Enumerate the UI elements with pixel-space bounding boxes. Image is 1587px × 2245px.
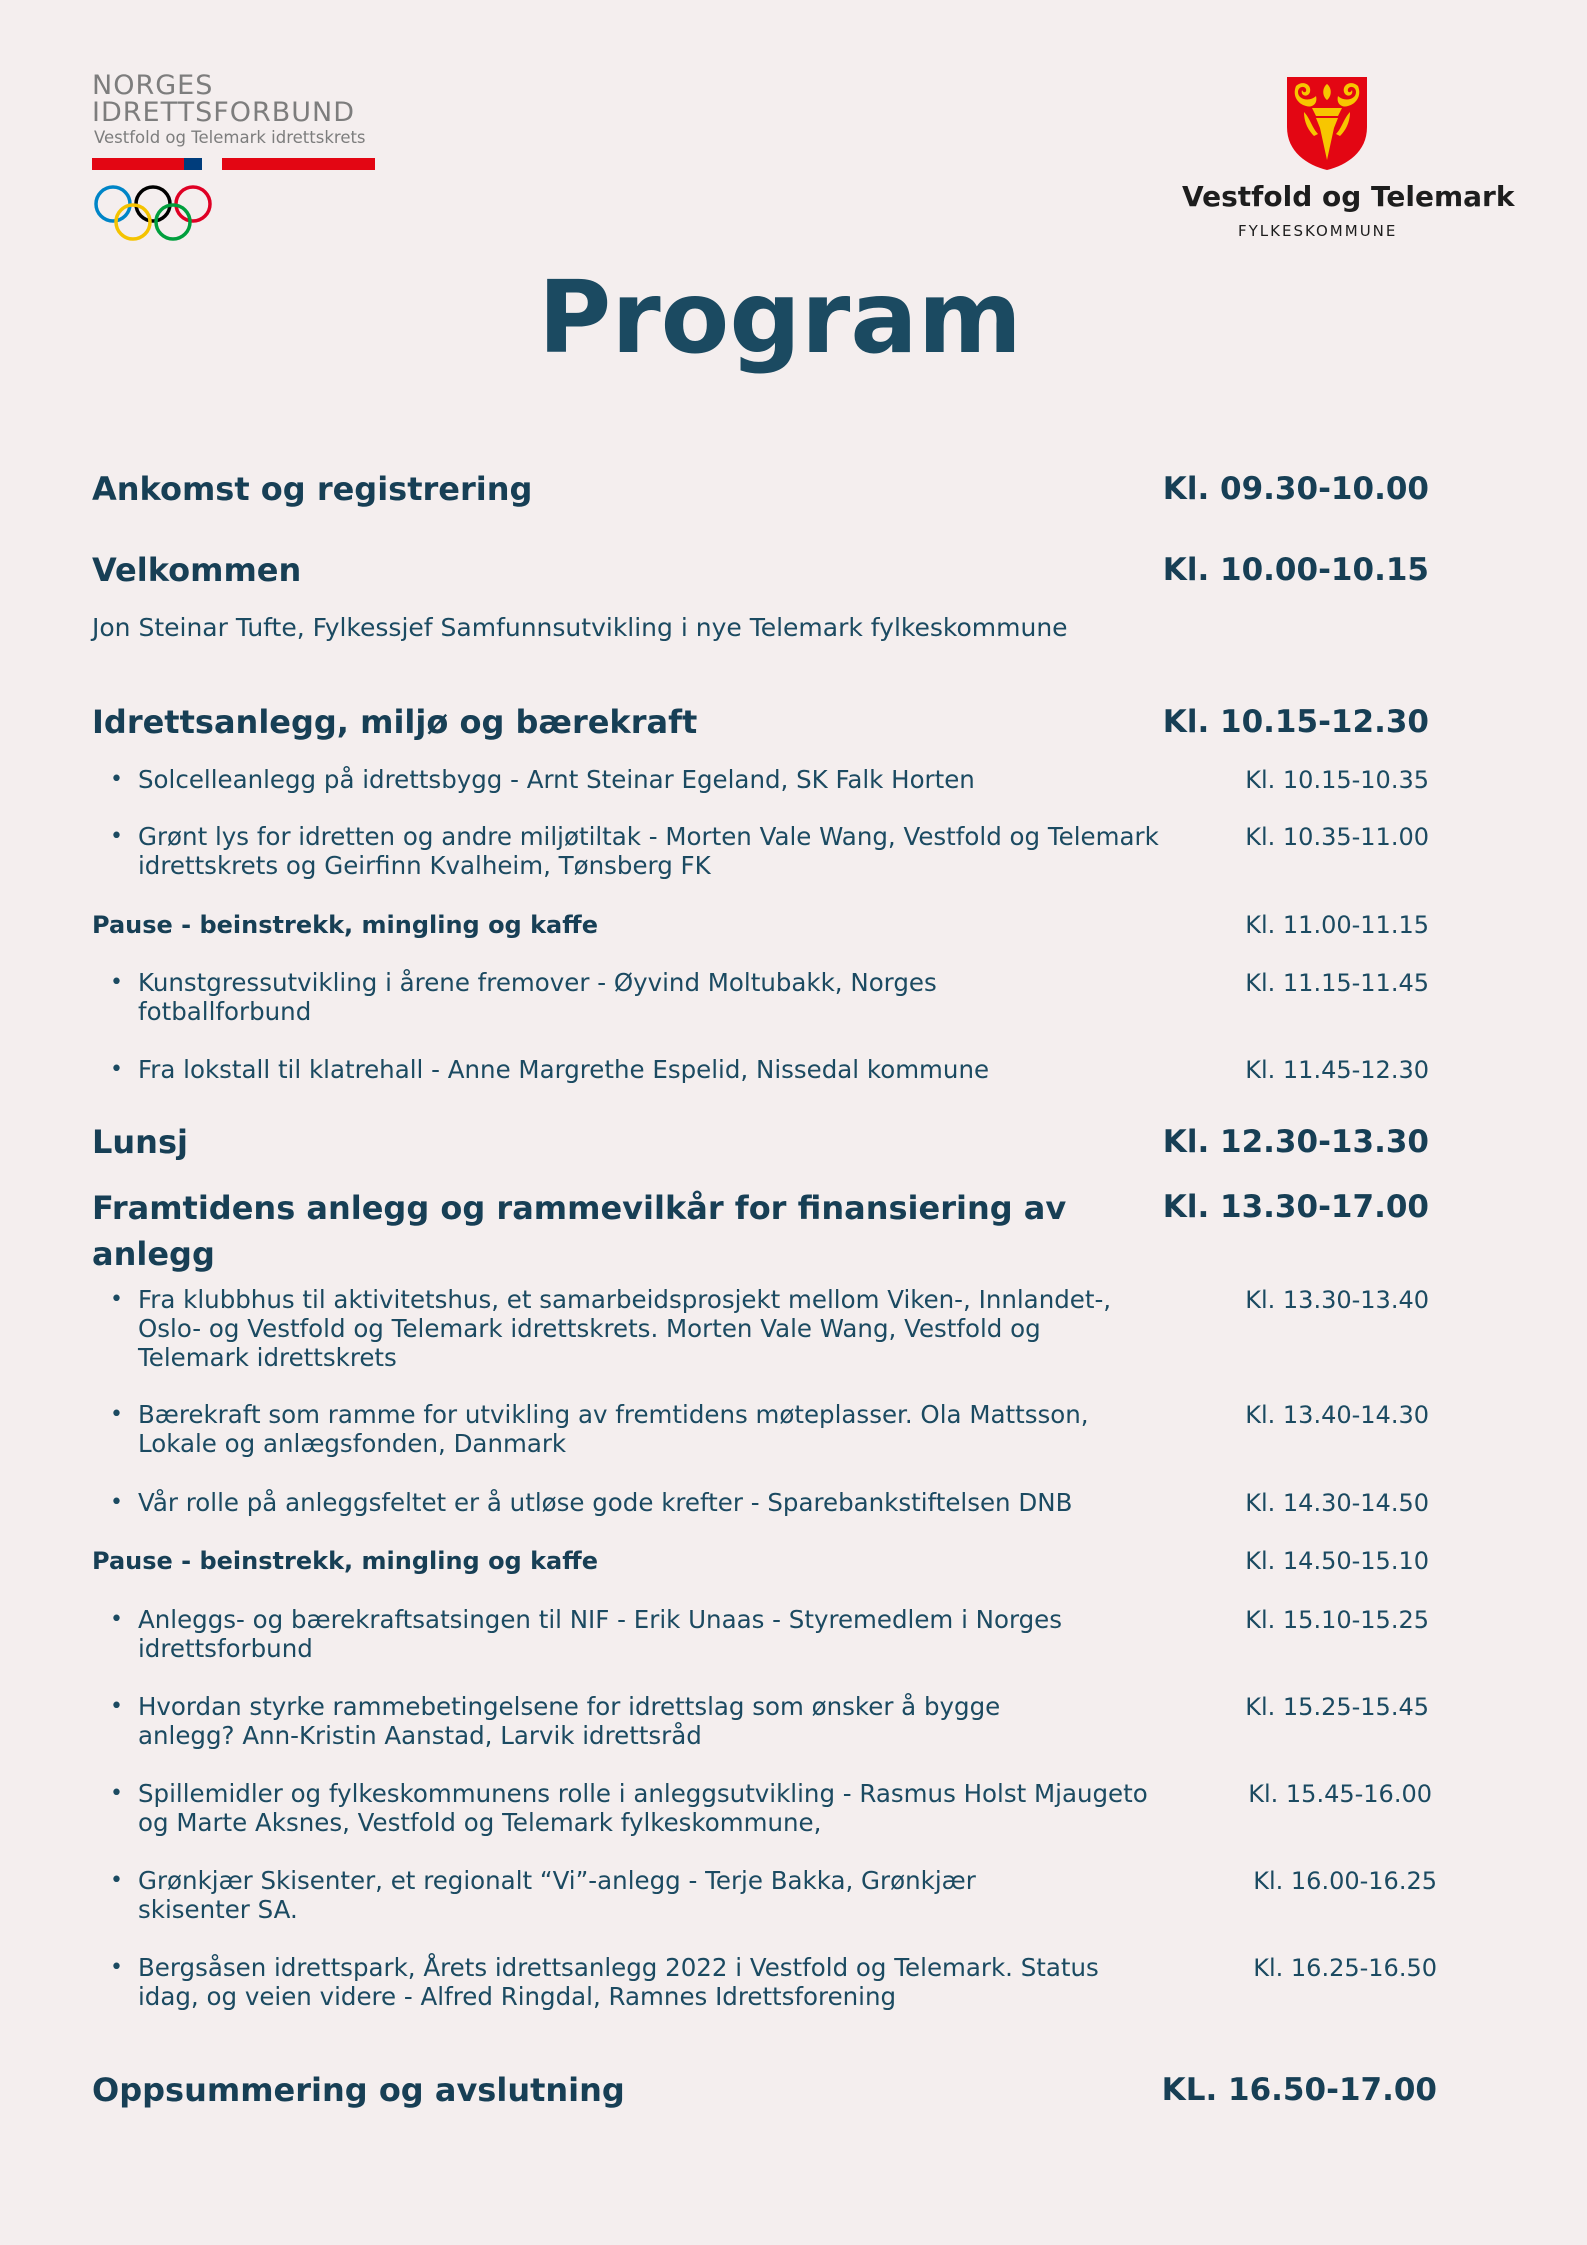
- list-item-time: Kl. 13.30-13.40: [1245, 1286, 1429, 1314]
- nif-flag-blue: [184, 158, 202, 170]
- bullet-icon: •: [110, 1868, 123, 1893]
- nif-red-bar-left: [92, 158, 190, 170]
- section-time-framtidens: Kl. 13.30-17.00: [1162, 1189, 1429, 1225]
- bullet-icon: •: [110, 1694, 123, 1719]
- section-time-oppsummering: KL. 16.50-17.00: [1161, 2072, 1437, 2108]
- page-title: Program: [538, 259, 1022, 376]
- pause-1-label: Pause - beinstrekk, mingling og kaffe: [92, 911, 598, 939]
- bullet-icon: •: [110, 970, 123, 995]
- nif-logo: [92, 72, 382, 247]
- list-item-time: Kl. 16.00-16.25: [1253, 1867, 1437, 1895]
- coat-of-arms-icon: [1282, 72, 1372, 172]
- bullet-icon: •: [110, 824, 123, 849]
- list-item-time: Kl. 10.35-11.00: [1245, 823, 1429, 851]
- bullet-icon: •: [110, 1607, 123, 1632]
- list-item-time: Kl. 16.25-16.50: [1253, 1954, 1437, 1982]
- section-time-lunsj: Kl. 12.30-13.30: [1162, 1124, 1429, 1160]
- bullet-icon: •: [110, 1955, 123, 1980]
- nif-logo-line2: IDRETTSFORBUND: [92, 97, 356, 128]
- list-item-time: Kl. 11.45-12.30: [1245, 1056, 1429, 1084]
- section-title-framtidens: Framtidens anlegg og rammevilkår for finansiering av anlegg: [92, 1189, 1067, 1273]
- bullet-icon: •: [110, 1287, 123, 1312]
- list-item-time: Kl. 15.25-15.45: [1245, 1693, 1429, 1721]
- section-title-ankomst: Ankomst og registrering: [92, 470, 533, 508]
- list-item-text: Vår rolle på anleggsfeltet er å utløse gode krefter - Sparebankstiftelsen DNB: [138, 1488, 1073, 1517]
- list-item-text: Grønt lys for idretten og andre miljøtiltak - Morten Vale Wang, Vestfold og Telemark idrettskrets og Geirfinn Kvalheim, Tønsberg FK: [138, 822, 1159, 880]
- nif-logo-line3: Vestfold og Telemark idrettskrets: [94, 128, 366, 147]
- pause-1-time: Kl. 11.00-11.15: [1245, 911, 1429, 939]
- section-title-velkommen: Velkommen: [92, 551, 302, 589]
- list-item-text: Fra lokstall til klatrehall - Anne Margrethe Espelid, Nissedal kommune: [138, 1055, 990, 1084]
- list-item-time: Kl. 10.15-10.35: [1245, 766, 1429, 794]
- list-item-text: Anleggs- og bærekraftsatsingen til NIF - Erik Unaas - Styremedlem i Norges idrettsforbund: [138, 1605, 1063, 1663]
- vt-logo: [1170, 70, 1515, 245]
- list-item-time: Kl. 14.30-14.50: [1245, 1489, 1429, 1517]
- list-item-text: Bergsåsen idrettspark, Årets idrettsanlegg 2022 i Vestfold og Telemark. Status idag, og veien videre - Alfred Ringdal, Ramnes Idrettsforening: [138, 1953, 1099, 2011]
- pause-2-time: Kl. 14.50-15.10: [1245, 1547, 1429, 1575]
- list-item-time: Kl. 15.45-16.00: [1248, 1780, 1432, 1808]
- olympic-rings-icon: [92, 184, 222, 244]
- nif-red-bar-right: [222, 158, 375, 170]
- section-time-velkommen: Kl. 10.00-10.15: [1162, 552, 1429, 588]
- list-item-text: Bærekraft som ramme for utvikling av fremtidens møteplasser. Ola Mattsson, Lokale og anlægsfonden, Danmark: [138, 1400, 1089, 1458]
- vt-logo-name: Vestfold og Telemark: [1182, 180, 1515, 213]
- list-item-text: Kunstgressutvikling i årene fremover - Øyvind Moltubakk, Norges fotballforbund: [138, 968, 937, 1026]
- bullet-icon: •: [110, 1490, 123, 1515]
- list-item-time: Kl. 11.15-11.45: [1245, 969, 1429, 997]
- bullet-icon: •: [110, 1057, 123, 1082]
- section-time-idrettsanlegg: Kl. 10.15-12.30: [1162, 704, 1429, 740]
- bullet-icon: •: [110, 767, 123, 792]
- list-item-time: Kl. 15.10-15.25: [1245, 1606, 1429, 1634]
- list-item-text: Solcelleanlegg på idrettsbygg - Arnt Steinar Egeland, SK Falk Horten: [138, 765, 975, 794]
- vt-logo-sub: FYLKESKOMMUNE: [1238, 222, 1398, 240]
- list-item-time: Kl. 13.40-14.30: [1245, 1401, 1429, 1429]
- section-time-ankomst: Kl. 09.30-10.00: [1162, 471, 1429, 507]
- list-item-text: Fra klubbhus til aktivitetshus, et samarbeidsprosjekt mellom Viken-, Innlandet-, Oslo- og Vestfold og Telemark idrettskrets. Morten Vale Wang, Vestfold og Telemark idrettskrets: [138, 1285, 1112, 1372]
- nif-logo-line1: NORGES: [92, 70, 214, 101]
- list-item-text: Grønkjær Skisenter, et regionalt “Vi”-anlegg - Terje Bakka, Grønkjær skisenter SA.: [138, 1866, 976, 1924]
- list-item-text: Hvordan styrke rammebetingelsene for idrettslag som ønsker å bygge anlegg? Ann-Kristin Aanstad, Larvik idrettsråd: [138, 1692, 1001, 1750]
- pause-2-label: Pause - beinstrekk, mingling og kaffe: [92, 1547, 598, 1575]
- section-title-lunsj: Lunsj: [92, 1123, 188, 1161]
- section-title-idrettsanlegg: Idrettsanlegg, miljø og bærekraft: [92, 703, 698, 741]
- bullet-icon: •: [110, 1402, 123, 1427]
- list-item-text: Spillemidler og fylkeskommunens rolle i anleggsutvikling - Rasmus Holst Mjaugeto og Marte Aksnes, Vestfold og Telemark fylkeskommune,: [138, 1779, 1148, 1837]
- bullet-icon: •: [110, 1781, 123, 1806]
- section-title-oppsummering: Oppsummering og avslutning: [92, 2071, 625, 2109]
- velkommen-speaker: Jon Steinar Tufte, Fylkessjef Samfunnsutvikling i nye Telemark fylkeskommune: [92, 613, 1068, 642]
